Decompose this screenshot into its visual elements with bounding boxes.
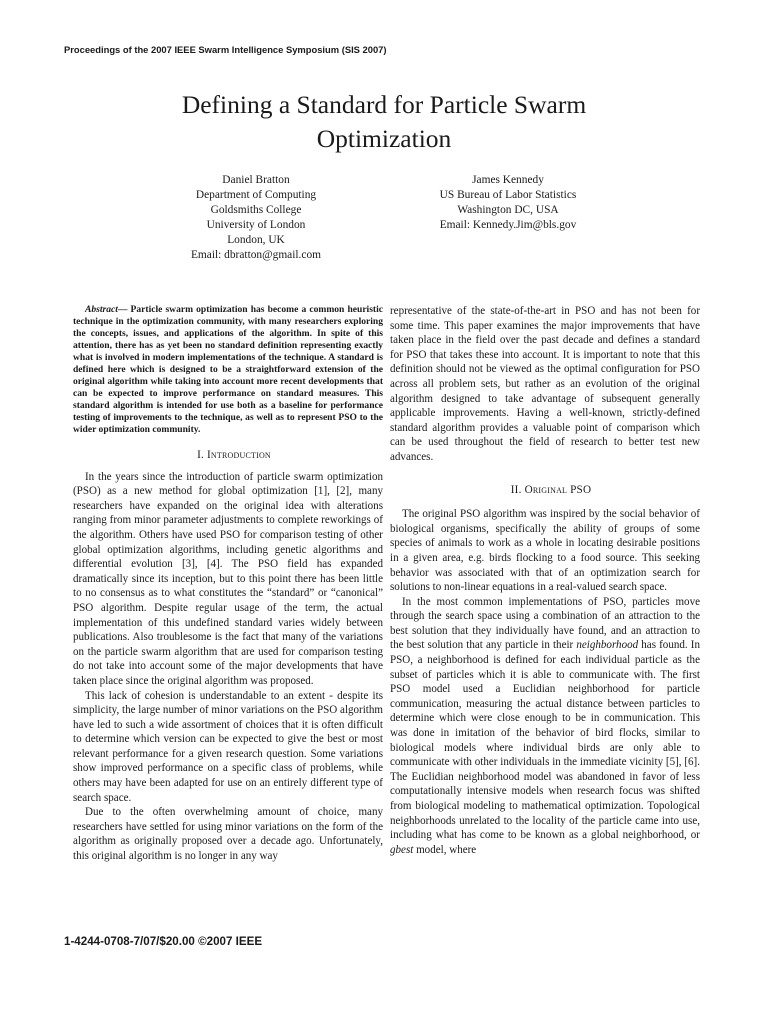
paragraph: representative of the state-of-the-art in PSO and has not been for some time. This paper examines the major improvements that have taken place in the field over the past decade and defines a standard for PSO that takes these into account. It is important to note that this definition should not be viewed as the optimal configuration for PSO across all problem sets, but rather as an evolution of the original algorithm designed to take advantage of subsequent generally applicable improvements. Having a well-known, strictly-defined standard algorithm provides a valuable point of comparison which can be used throughout the field of research to better test new advances. [390,305,700,463]
paragraph: The original PSO algorithm was inspired by the social behavior of biological organisms, specifically the ability of groups of some species of animals to work as a whole in locating desirable positions in a given area, e.g. birds flocking to a food source. This seeking behavior was associated with that of an optimization search for solutions to non-linear equations in a real-valued search space. [390,508,700,594]
title-line-1: Defining a Standard for Particle Swarm [181,90,587,119]
author-department: Department of Computing [195,189,317,201]
abstract-label: Abstract [85,304,118,315]
paragraph: Due to the often overwhelming amount of choice, many researchers have settled for using minor variations on the form of the algorithm as originally proposed over a decade ago. Unfortunately, this original algorithm is no longer in any way [73,806,383,863]
section-heading-original-pso [390,483,700,498]
author-location: London, UK [227,234,285,246]
paragraph-text: In the most common implementations of PSO, particles move through the search space using a combination of an attraction to the best solution that they individually have found, and an attraction to the best solution that any particle in their [390,595,700,652]
abstract-text: — Particle swarm optimization has become a common heuristic technique in the optimization community, with many researchers exploring the concepts, issues, and applications of the algorithm. In spite of this attention, there has as yet been no standard definition representing exactly what is involved in modern implementations of the technique. A standard is defined here which is designed to be a straightforward extension of the original algorithm while taking into account more recent developments that can be expected to improve performance on standard measures. This standard algorithm is intended for use both as a baseline for performance testing of improvements to the technique, as well as to represent PSO to the wider optimization community. [73,304,383,435]
author-location: Washington DC, USA [457,204,559,216]
emphasis-gbest: gbest [390,843,414,856]
section-number: I. [197,449,207,461]
paragraph: In the years since the introduction of particle swarm optimization (PSO) as a new method for global optimization [1], [2], many researchers have expanded on the original idea with alterations ranging from minor parameter adjustments to complete reworkings of the algorithm. Others have used PSO for comparison testing of other global optimization algorithms, including genetic algorithms and differential evolution [3], [4]. The PSO field has expanded dramatically since its inception, but to this point there has been little to no consensus as to what constitutes the “standard” or “canonical” PSO algorithm. Despite regular usage of the term, the actual implementation of this undefined standard varies widely between publications. Also troublesome is the fact that many of the variations on the particle swarm algorithm that are used for comparison testing do not take into account some of the major developments that have taken place since the original algorithm was proposed. [73,470,383,687]
author-name: James Kennedy [472,174,544,186]
emphasis-neighborhood: neighborhood [576,639,639,652]
author-affiliation: US Bureau of Labor Statistics [439,189,577,201]
abstract [73,304,383,436]
left-column [73,304,383,864]
paragraph [390,595,700,858]
section-title: Original PSO [524,483,592,496]
paragraph-text: has found. In PSO, a neighborhood is defined for each individual particle as the subset of particles which it is able to communicate with. The first PSO model used a Euclidian neighborhood for particle communication, measuring the actual distance between particles to determine which were close enough to be in communication. This was done in imitation of the behavior of bird flocks, similar to biological models where individual birds are only able to communicate with other individuals in the immediate vicinity [5], [6]. The Euclidian neighborhood model was abandoned in favor of less computationally intensive models when research focus was shifted from biological modeling to mathematical optimization. Topological neighborhoods unrelated to the locality of the particle came into use, including what has come to be known as a global neighborhood, or [390,639,700,842]
copyright-footer: 1-4244-0708-7/07/$20.00 ©2007 IEEE [64,935,263,948]
right-column [390,304,700,857]
section-heading-introduction [73,448,383,463]
paper-title [100,88,668,156]
author-university: University of London [206,219,306,231]
author-block-kennedy [388,173,628,233]
author-block-bratton [136,173,376,263]
paragraph-text: model, where [413,843,477,856]
title-line-2: Optimization [316,124,452,153]
section-title: Introduction [207,449,271,461]
author-email: Email: dbratton@gmail.com [190,249,322,261]
proceedings-header: Proceedings of the 2007 IEEE Swarm Intelligence Symposium (SIS 2007) [64,44,387,55]
author-email: Email: Kennedy.Jim@bls.gov [439,219,577,231]
author-name: Daniel Bratton [222,174,290,186]
author-college: Goldsmiths College [210,204,302,216]
paragraph: This lack of cohesion is understandable to an extent - despite its simplicity, the large number of minor variations on the PSO algorithm have led to such a wide assortment of choices that it is often difficult to determine which version can be expected to give the best or most relevant performance for a given research question. Some variations show improved performance on a specific class of problems, while others may have been adapted for use on an entirely different type of search space. [73,689,383,804]
section-number: II. [510,483,525,496]
